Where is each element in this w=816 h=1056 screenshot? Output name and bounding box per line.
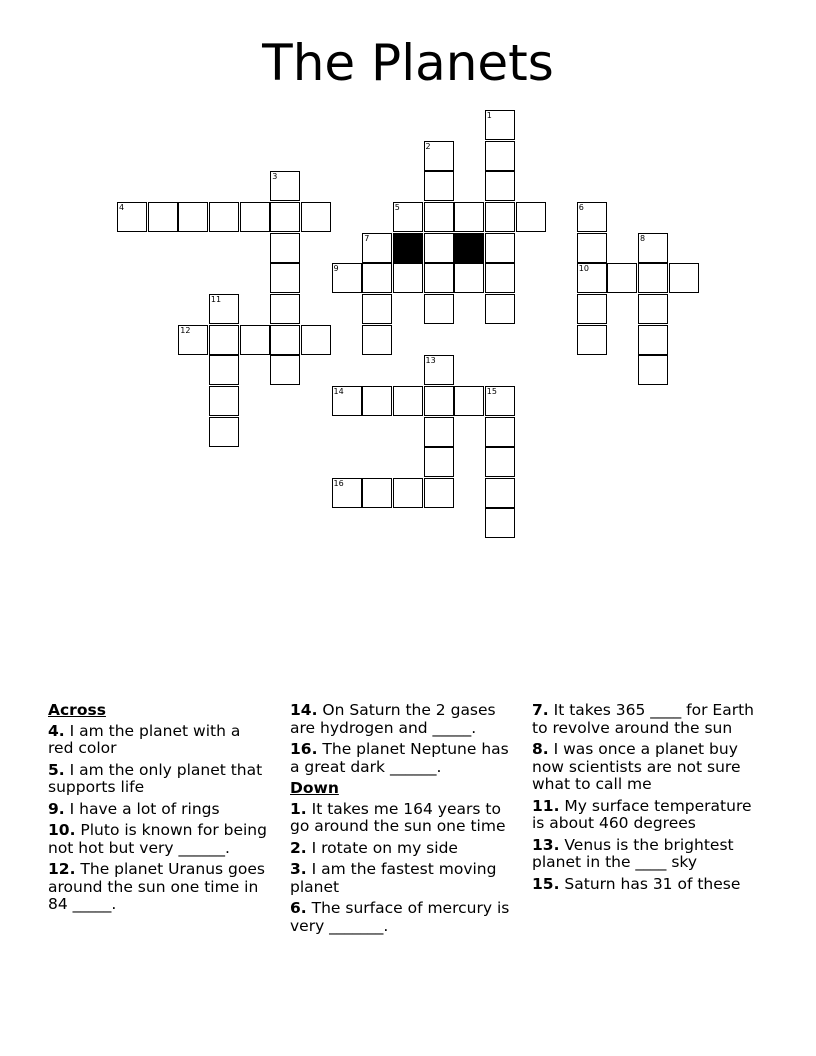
puzzle-title: The Planets: [262, 34, 554, 92]
clue-number: 12: [180, 325, 191, 335]
grid-cell[interactable]: [393, 386, 423, 416]
clue-across-14: 14. On Saturn the 2 gases are hydrogen and _____.: [290, 701, 496, 737]
clue-down-6: 6. The surface of mercury is very _______.: [290, 899, 510, 935]
grid-cell[interactable]: [209, 202, 239, 232]
clue-number: 9: [333, 264, 339, 274]
grid-cell[interactable]: [362, 233, 392, 263]
grid-cell[interactable]: [669, 263, 699, 293]
grid-cell[interactable]: [362, 294, 392, 324]
grid-cell[interactable]: [424, 417, 454, 447]
grid-cell[interactable]: [424, 447, 454, 477]
clue-down-11: 11. My surface temperature is about 460 degrees: [532, 796, 752, 832]
grid-cell[interactable]: [301, 325, 331, 355]
clue-across-10: 10. Pluto is known for being not hot but very ______.: [48, 821, 267, 857]
grid-cell[interactable]: [393, 478, 423, 508]
grid-cell[interactable]: [424, 478, 454, 508]
clue-down-2: 2. I rotate on my side: [290, 838, 458, 857]
grid-cell[interactable]: [209, 386, 239, 416]
grid-cell[interactable]: [485, 417, 515, 447]
grid-cell[interactable]: [577, 263, 607, 293]
grid-cell[interactable]: [577, 233, 607, 263]
clue-down-8: 8. I was once a planet buy now scientists are not sure what to call me: [532, 740, 741, 793]
grid-cell[interactable]: [362, 478, 392, 508]
grid-cell[interactable]: [178, 325, 208, 355]
clue-down-1: 1. It takes me 164 years to go around the sun one time: [290, 799, 506, 835]
grid-cell[interactable]: [424, 386, 454, 416]
grid-cell[interactable]: [117, 202, 147, 232]
clue-across-4: 4. I am the planet with a red color: [48, 721, 241, 757]
grid-cell[interactable]: [638, 325, 668, 355]
grid-cell[interactable]: [362, 386, 392, 416]
black-cell: [454, 233, 484, 263]
grid-cell[interactable]: [485, 386, 515, 416]
down-header: Down: [290, 779, 339, 797]
grid-cell[interactable]: [638, 263, 668, 293]
clues-column-3: [532, 702, 764, 897]
grid-cell[interactable]: [209, 325, 239, 355]
grid-cell[interactable]: [301, 202, 331, 232]
clue-across-9: 9. I have a lot of rings: [48, 799, 220, 818]
clue-across-5: 5. I am the only planet that supports life: [48, 760, 263, 796]
clue-across-16: 16. The planet Neptune has a great dark ______.: [290, 740, 509, 776]
clue-number: 15: [486, 386, 497, 396]
grid-cell[interactable]: [424, 202, 454, 232]
clue-across-12: 12. The planet Uranus goes around the sun one time in 84 _____.: [48, 860, 265, 913]
grid-cell[interactable]: [577, 294, 607, 324]
grid-cell[interactable]: [270, 233, 300, 263]
grid-cell[interactable]: [332, 263, 362, 293]
black-cell: [393, 233, 423, 263]
grid-cell[interactable]: [485, 294, 515, 324]
clue-down-7: 7. It takes 365 ____ for Earth to revolve around the sun: [532, 701, 754, 737]
grid-cell[interactable]: [485, 508, 515, 538]
grid-cell[interactable]: [362, 325, 392, 355]
clue-down-15: 15. Saturn has 31 of these: [532, 874, 741, 893]
clues-column-2: [290, 702, 520, 939]
grid-cell[interactable]: [332, 478, 362, 508]
grid-cell[interactable]: [240, 202, 270, 232]
grid-cell[interactable]: [638, 233, 668, 263]
clue-number: 14: [333, 386, 344, 396]
grid-cell[interactable]: [270, 294, 300, 324]
grid-cell[interactable]: [485, 202, 515, 232]
clue-down-13: 13. Venus is the brightest planet in the ____ sky: [532, 835, 734, 871]
grid-cell[interactable]: [178, 202, 208, 232]
grid-cell[interactable]: [638, 294, 668, 324]
grid-cell[interactable]: [424, 233, 454, 263]
grid-cell[interactable]: [485, 478, 515, 508]
grid-cell[interactable]: [270, 325, 300, 355]
clues-column-1: [48, 702, 270, 918]
grid-cell[interactable]: [270, 263, 300, 293]
clue-number: 1: [486, 111, 492, 120]
across-header: Across: [48, 701, 106, 719]
grid-cell[interactable]: [270, 355, 300, 385]
grid-cell[interactable]: [577, 202, 607, 232]
grid-cell[interactable]: [148, 202, 178, 232]
grid-cell[interactable]: [485, 110, 515, 140]
grid-cell[interactable]: [424, 355, 454, 385]
clue-number: 7: [364, 233, 370, 243]
clue-number: 8: [640, 233, 646, 243]
grid-cell[interactable]: [209, 294, 239, 324]
grid-cell[interactable]: [424, 263, 454, 293]
clue-down-3: 3. I am the fastest moving planet: [290, 860, 497, 896]
clue-number: 4: [119, 202, 125, 212]
grid-cell[interactable]: [240, 325, 270, 355]
grid-cell[interactable]: [270, 171, 300, 201]
grid-cell[interactable]: [577, 325, 607, 355]
grid-cell[interactable]: [485, 233, 515, 263]
clue-number: 16: [333, 478, 344, 488]
grid-cell[interactable]: [209, 417, 239, 447]
grid-cell[interactable]: [454, 202, 484, 232]
grid-cell[interactable]: [393, 202, 423, 232]
grid-cell[interactable]: [638, 355, 668, 385]
grid-cell[interactable]: [485, 171, 515, 201]
grid-cell[interactable]: [332, 386, 362, 416]
clue-number: 6: [578, 202, 584, 212]
grid-cell[interactable]: [485, 263, 515, 293]
grid-cell[interactable]: [424, 294, 454, 324]
grid-cell[interactable]: [362, 263, 392, 293]
clue-number: 10: [578, 264, 589, 274]
grid-cell[interactable]: [454, 263, 484, 293]
clue-number: 2: [425, 141, 431, 151]
clue-number: 11: [210, 294, 222, 304]
clue-number: 13: [425, 356, 436, 366]
grid-cell[interactable]: [485, 447, 515, 477]
clue-number: 5: [394, 202, 400, 212]
grid-cell[interactable]: [607, 263, 637, 293]
grid-cell[interactable]: [516, 202, 546, 232]
grid-cell[interactable]: [393, 263, 423, 293]
grid-cell[interactable]: [424, 171, 454, 201]
grid-cell[interactable]: [454, 386, 484, 416]
clue-number: 3: [272, 172, 278, 182]
grid-cell[interactable]: [270, 202, 300, 232]
grid-cell[interactable]: [424, 141, 454, 171]
grid-cell[interactable]: [209, 355, 239, 385]
grid-cell[interactable]: [485, 141, 515, 171]
